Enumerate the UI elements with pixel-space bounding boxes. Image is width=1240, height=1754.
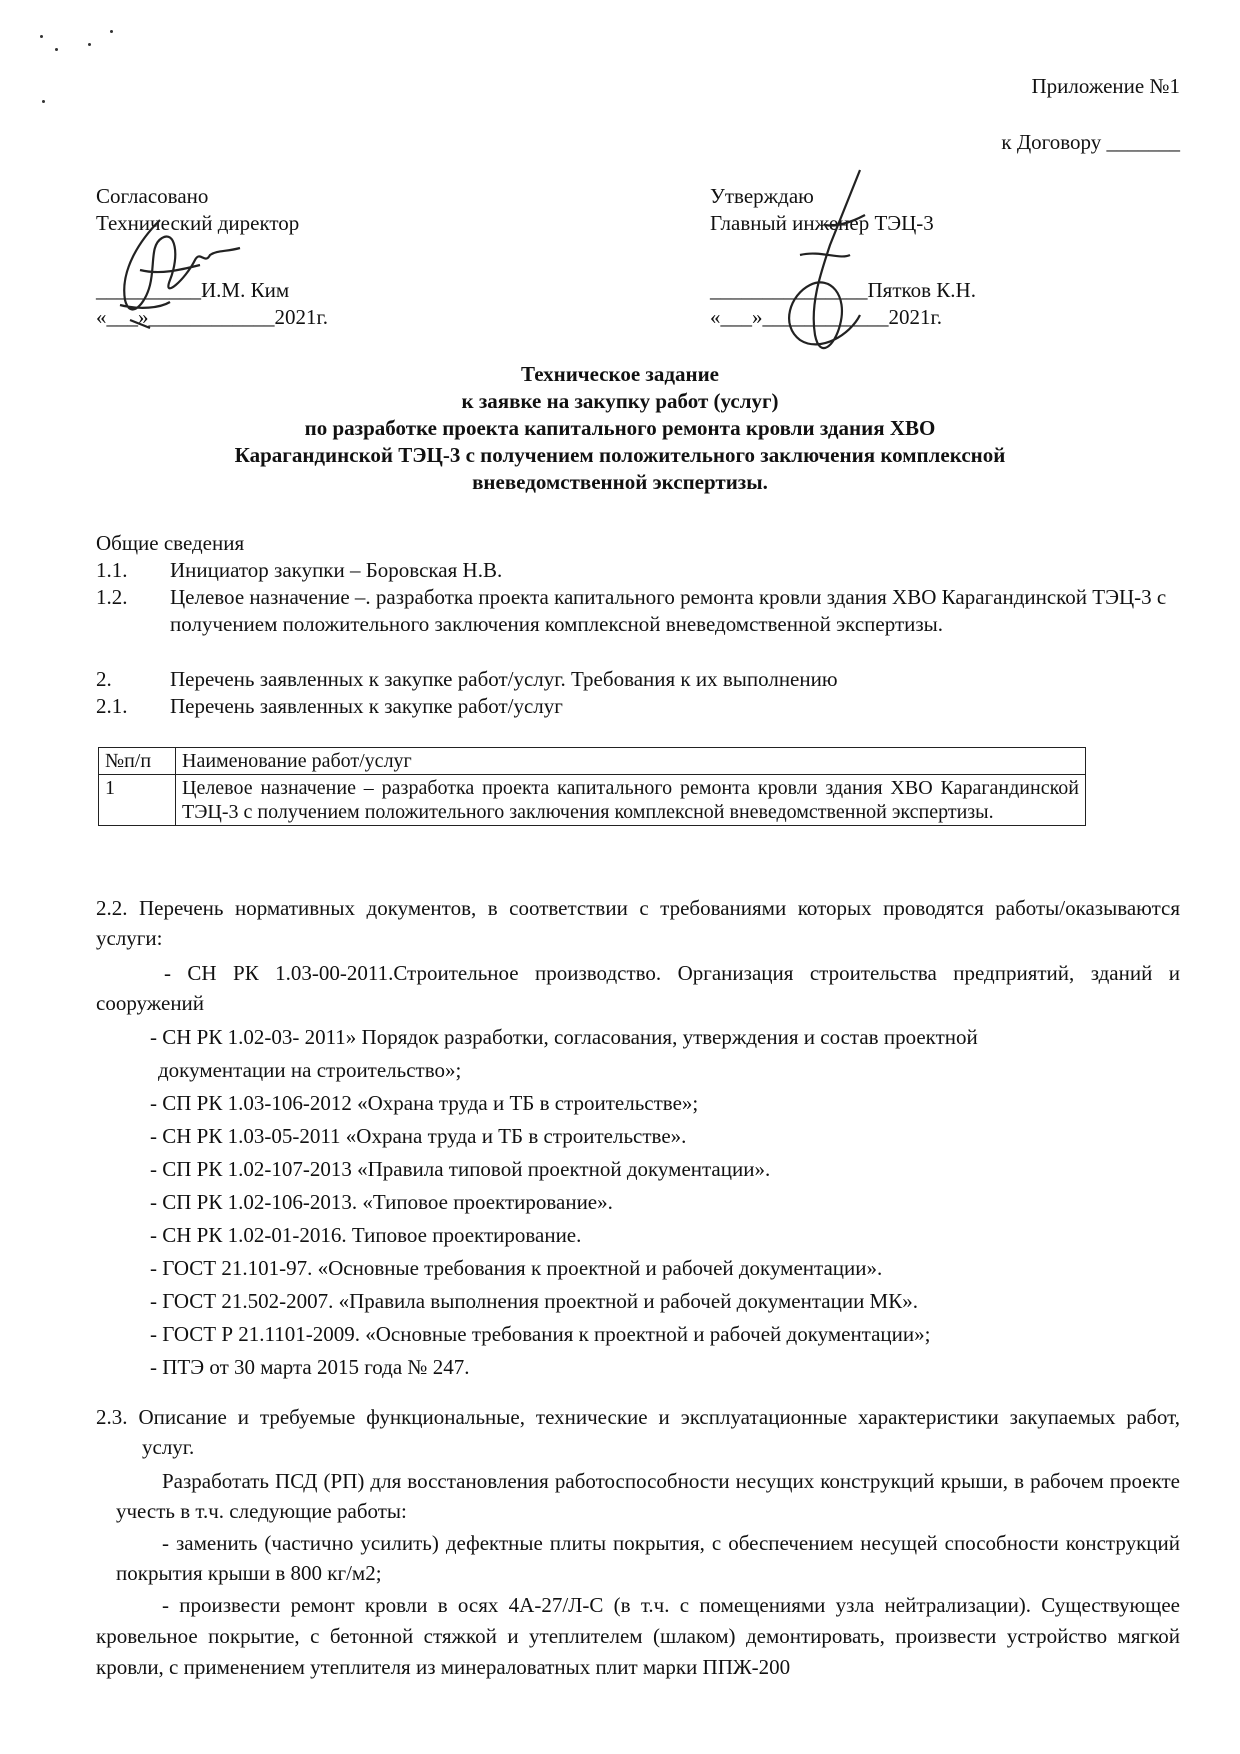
approval-right-position: Главный инженер ТЭЦ-3: [710, 211, 934, 235]
section-2-3-heading: 2.3. Описание и требуемые функциональные, технические и эксплуатационные характеристики закупаемых работ, услуг.: [96, 1405, 1180, 1459]
table-header-name: Наименование работ/услуг: [176, 748, 1086, 775]
list-item-number: 2.: [96, 667, 112, 691]
approval-right-date: «___»____________2021г.: [710, 305, 942, 329]
approval-right: [710, 183, 1130, 331]
approval-left: [96, 183, 456, 331]
list-item-number: 1.1.: [96, 558, 128, 582]
normative-doc-item: - ПТЭ от 30 марта 2015 года № 247.: [150, 1355, 470, 1379]
approval-left-position: Технический директор: [96, 211, 300, 235]
normative-doc-item: - ГОСТ 21.101-97. «Основные требования к проектной и рабочей документации».: [150, 1256, 883, 1280]
title-line-5: вневедомственной экспертизы.: [472, 470, 768, 494]
title-line-4: Карагандинской ТЭЦ-3 с получением положительного заключения комплексной: [234, 443, 1006, 467]
section-2-2-intro: 2.2. Перечень нормативных документов, в соответствии с требованиями которых проводятся работы/оказываются услуги:: [96, 896, 1180, 950]
section-2-3-paragraph: - произвести ремонт кровли в осях 4А-27/Л-С (в т.ч. с помещениями узла нейтрализации). Существующее кровельное покрытие, с бетонной стяжкой и утеплителем (шлаком) демонтировать, произвести устройство мягкой кровли, с применением утеплителя из минераловатных плит марки ППЖ-200: [96, 1593, 1180, 1679]
normative-doc-item: - СН РК 1.02-03- 2011» Порядок разработки, согласования, утверждения и состав проектной: [150, 1025, 978, 1049]
normative-doc-item: - СН РК 1.02-01-2016. Типовое проектирование.: [150, 1223, 582, 1247]
normative-doc-item: - СП РК 1.03-106-2012 «Охрана труда и ТБ в строительстве»;: [150, 1091, 699, 1115]
normative-doc-item: - ГОСТ Р 21.1101-2009. «Основные требования к проектной и рабочей документации»;: [150, 1322, 931, 1346]
list-item: [96, 584, 1176, 665]
title-line-2: к заявке на закупку работ (услуг): [461, 389, 779, 413]
general-heading: Общие сведения: [96, 531, 245, 555]
list-item-text: Перечень заявленных к закупке работ/услуг: [170, 694, 563, 718]
normative-doc-item: - СН РК 1.03-05-2011 «Охрана труда и ТБ в строительстве».: [150, 1124, 687, 1148]
contract-label: к Договору _______: [1001, 130, 1180, 154]
list-item-number: 2.1.: [96, 694, 128, 718]
table-header-number: №п/п: [99, 748, 176, 775]
section-2-3-paragraph: - заменить (частично усилить) дефектные плиты покрытия, с обеспечением несущей способности конструкций покрытия крыши в 800 кг/м2;: [116, 1531, 1180, 1585]
section-2-3-paragraph: Разработать ПСД (РП) для восстановления работоспособности несущих конструкций крыши, в рабочем проекте учесть в т.ч. следующие работы:: [116, 1469, 1180, 1523]
list-item-number: 1.2.: [96, 585, 128, 609]
title-line-3: по разработке проекта капитального ремонта кровли здания ХВО: [304, 416, 936, 440]
normative-doc-item: - СН РК 1.03-00-2011.Строительное производство. Организация строительства предприятий, зданий и сооружений: [96, 961, 1180, 1015]
title-line-1: Техническое задание: [520, 362, 720, 386]
approval-left-name: __________И.М. Ким: [96, 278, 290, 302]
normative-doc-item: - СП РК 1.02-106-2013. «Типовое проектирование».: [150, 1190, 613, 1214]
normative-doc-item-continued: документации на строительство»;: [158, 1058, 462, 1082]
normative-doc-item: - СП РК 1.02-107-2013 «Правила типовой проектной документации».: [150, 1157, 771, 1181]
table-cell-text: Целевое назначение – разработка проекта капитального ремонта кровли здания ХВО Карагандинской ТЭЦ-3 с получением положительного заключения комплексной вневедомственной экспертизы.: [176, 775, 1086, 826]
approval-right-name: _______________Пятков К.Н.: [710, 278, 976, 302]
list-item-text: Перечень заявленных к закупке работ/услуг. Требования к их выполнению: [170, 667, 838, 691]
normative-doc-item: - ГОСТ 21.502-2007. «Правила выполнения проектной и рабочей документации МК».: [150, 1289, 918, 1313]
list-item: [96, 557, 1176, 584]
list-item: [96, 693, 1176, 720]
approval-left-heading: Согласовано: [96, 184, 209, 208]
list-item-text: Инициатор закупки – Боровская Н.В.: [170, 558, 503, 582]
approval-left-date: «___»____________2021г.: [96, 305, 328, 329]
list-item: [96, 666, 1176, 693]
table-row: [99, 775, 1086, 826]
table-header-row: [99, 748, 1086, 775]
approval-right-heading: Утверждаю: [710, 184, 814, 208]
list-item-text: Целевое назначение –. разработка проекта капитального ремонта кровли здания ХВО Карагандинской ТЭЦ-3 с получением положительного заключения комплексной вневедомственной экспертизы.: [170, 585, 1167, 636]
table-cell-number: 1: [99, 775, 176, 826]
document-title: [60, 361, 1180, 496]
appendix-label: Приложение №1: [1031, 74, 1180, 98]
works-table: [98, 747, 1086, 826]
